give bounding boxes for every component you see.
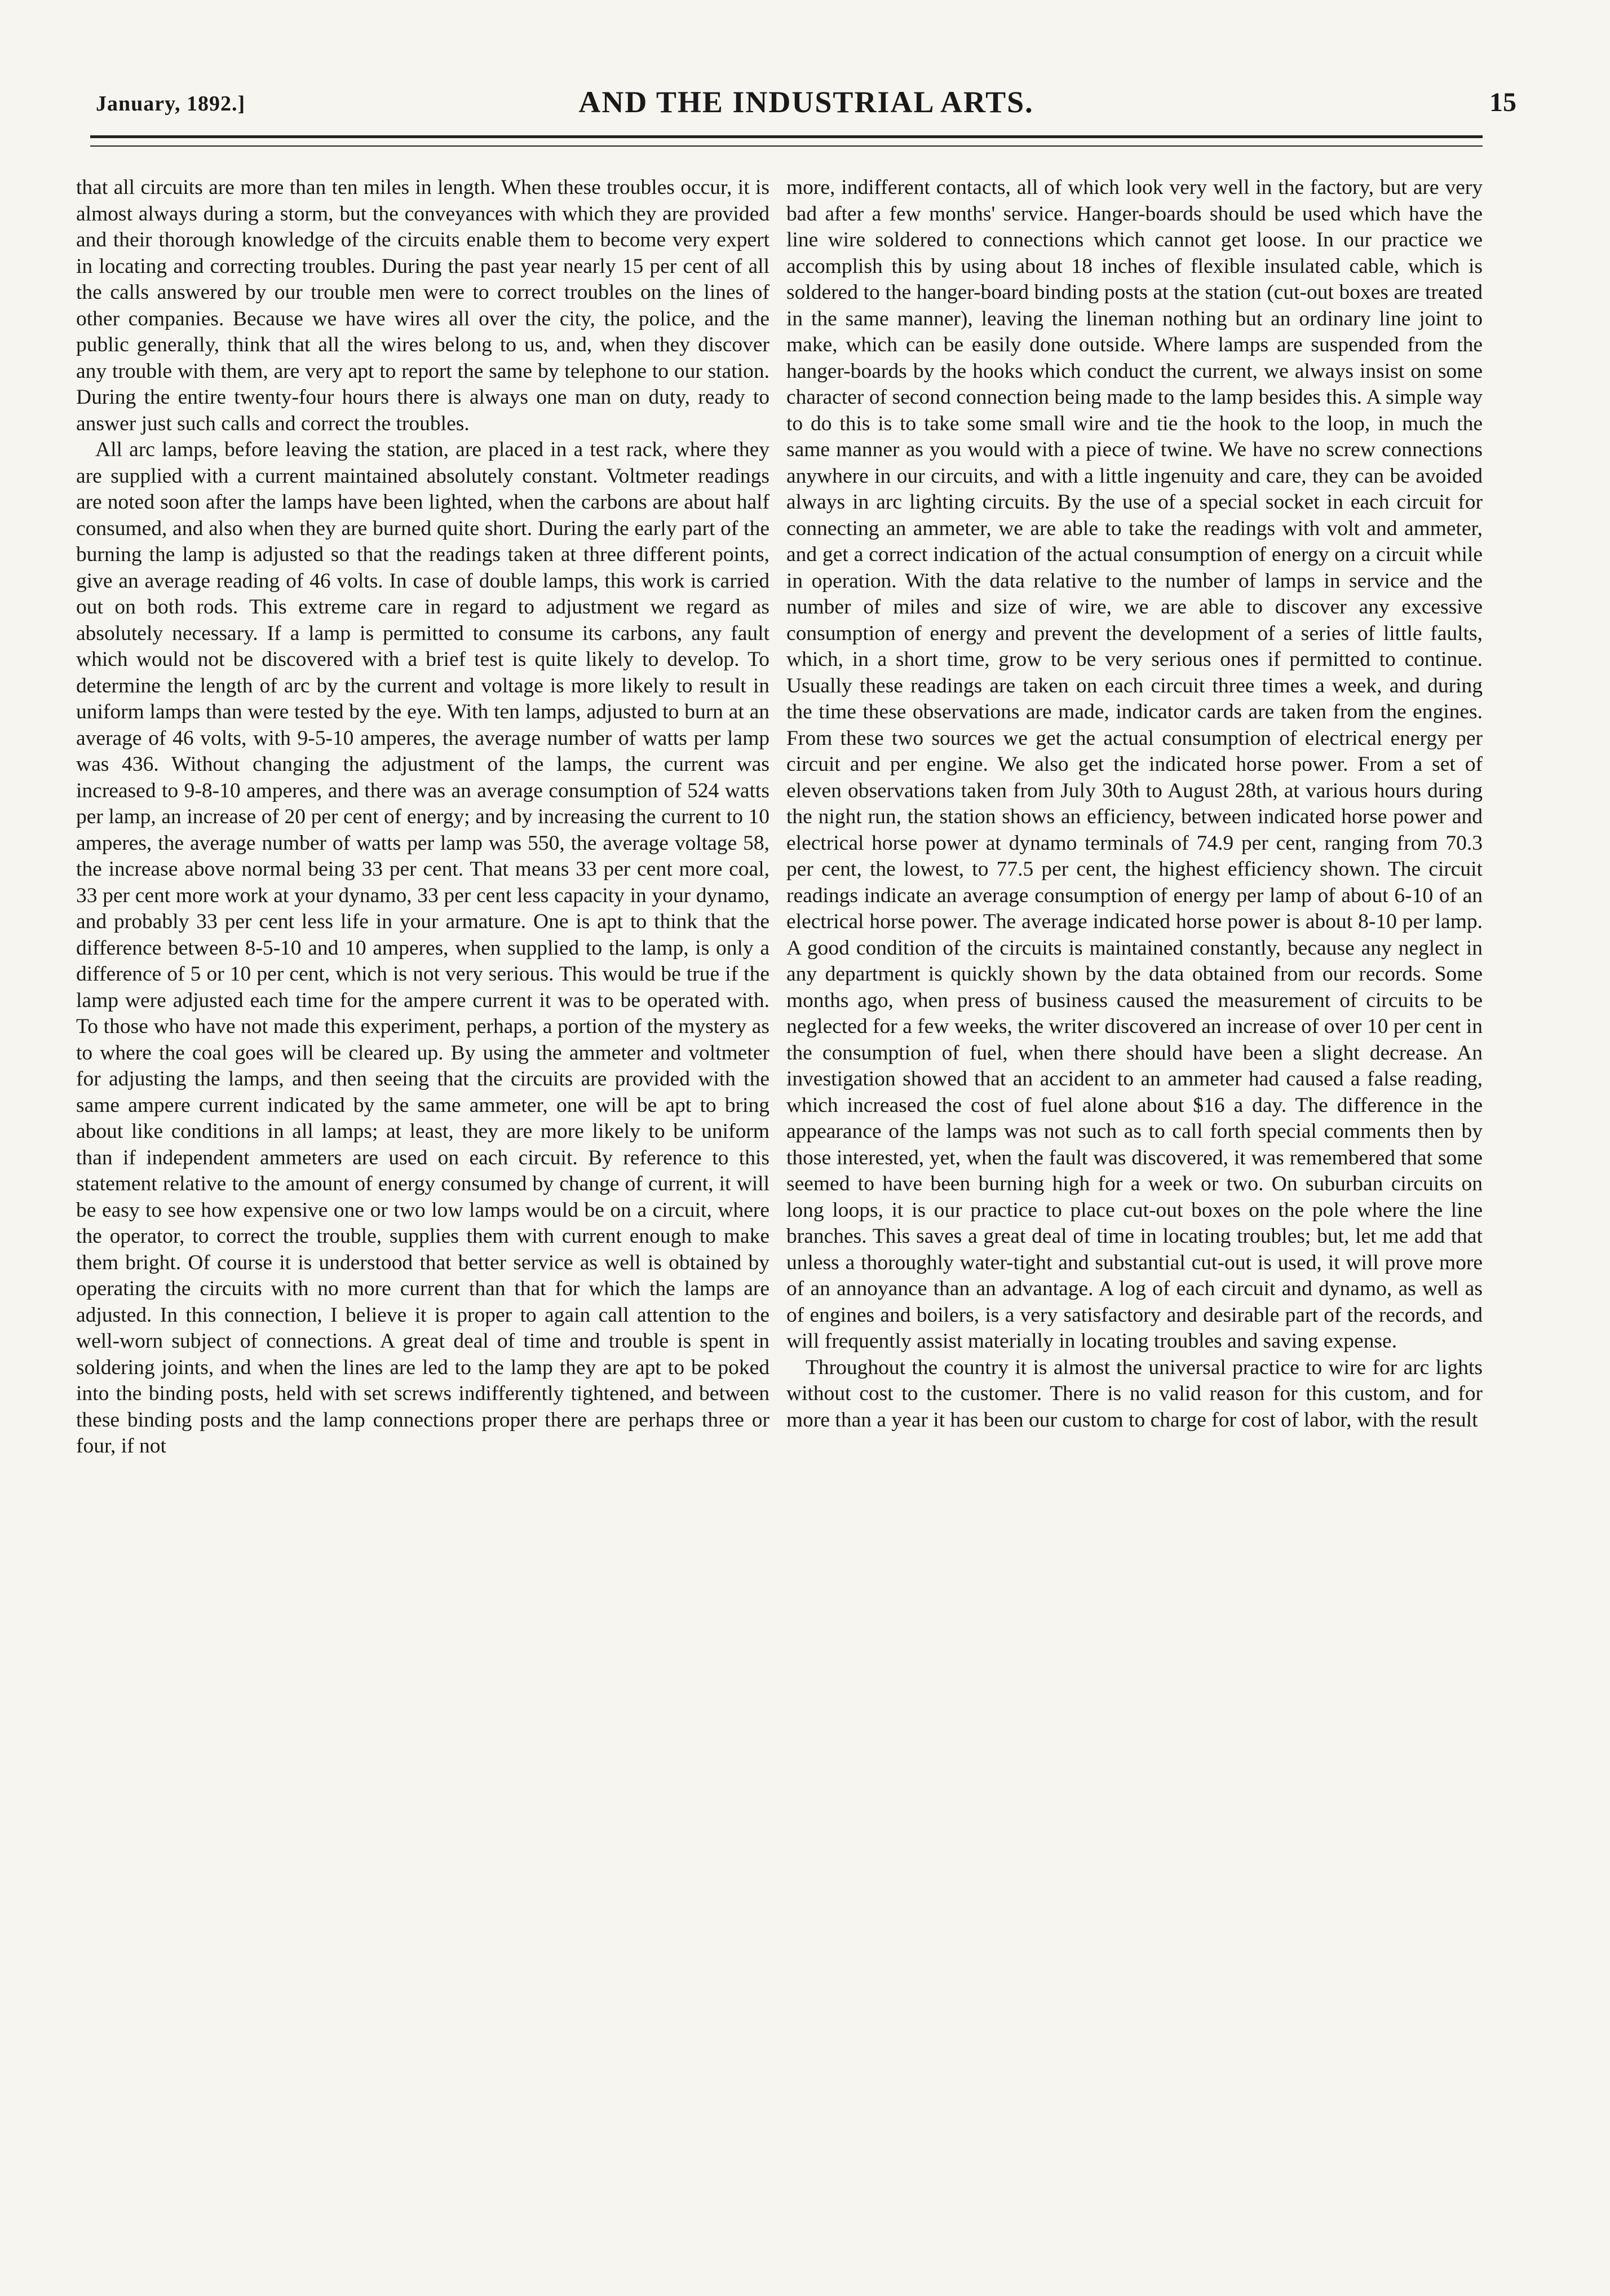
page-number: 15: [1489, 87, 1516, 117]
header-rule-thick: [90, 135, 1483, 138]
right-column: [786, 175, 1483, 2261]
paragraph: Throughout the country it is almost the universal practice to wire for arc lights without cost to the customer. There is no valid reason for this custom, and for more than a year it has been our custom to charge for cost of labor, with the result: [786, 1355, 1483, 1432]
paragraph: All arc lamps, before leaving the station, are placed in a test rack, where they are supplied with a current maintained absolutely constant. Voltmeter readings are noted soon after the lamps have been lighted, when the carbons are about half consumed, and also when they are burned quite short. During the early part of the burning the lamp is adjusted so that the readings taken at three different points, give an average reading of 46 volts. In case of double lamps, this work is carried out on both rods. This extreme care in regard to adjustment we regard as absolutely necessary. If a lamp is permitted to consume its carbons, any fault which would not be discovered with a brief test is quite likely to develop. To determine the length of arc by the current and voltage is more likely to result in uniform lamps than were tested by the eye. With ten lamps, adjusted to burn at an average of 46 volts, with 9-5-10 amperes, the average number of watts per lamp was 436. Without changing the adjustment of the lamps, the current was increased to 9-8-10 amperes, and there was an average consumption of 524 watts per lamp, an increase of 20 per cent of energy; and by increasing the current to 10 amperes, the average number of watts per lamp was 550, the average voltage 58, the increase above normal being 33 per cent. That means 33 per cent more coal, 33 per cent more work at your dynamo, 33 per cent less capacity in your dynamo, and probably 33 per cent less life in your armature. One is apt to think that the difference between 8-5-10 and 10 amperes, when supplied to the lamp, is only a difference of 5 or 10 per cent, which is not very serious. This would be true if the lamp were adjusted each time for the ampere current it was to be operated with. To those who have not made this experiment, perhaps, a portion of the mystery as to where the coal goes will be cleared up. By using the ammeter and voltmeter for adjusting the lamps, and then seeing that the circuits are provided with the same ampere current indicated by the same ammeter, one will be apt to bring about like conditions in all lamps; at least, they are more likely to be uniform than if independent ammeters are used on each circuit. By reference to this statement relative to the amount of energy consumed by change of current, it will be easy to see how expensive one or two low lamps would be on a circuit, where the operator, to correct the trouble, supplies them with current enough to make them bright. Of course it is understood that better service as well is obtained by operating the circuits with no more current than that for which the lamps are adjusted. In this connection, I believe it is proper to again call attention to the well-worn subject of connections. A great deal of time and trouble is spent in soldering joints, and when the lines are led to the lamp they are apt to be poked into the binding posts, held with set screws indifferently tightened, and between these binding posts and the lamp connections proper there are perhaps three or four, if not: [76, 438, 769, 1458]
header-rule-thin: [90, 145, 1483, 147]
issue-date: January, 1892.]: [96, 92, 246, 116]
left-column: [76, 175, 769, 2261]
running-title: AND THE INDUSTRIAL ARTS.: [578, 85, 1034, 119]
paragraph: more, indifferent contacts, all of which look very well in the factory, but are very bad after a few months' service. Hanger-boards should be used which have the line wire soldered to connections which cannot get loose. In our practice we accomplish this by using about 18 inches of flexible insulated cable, which is soldered to the hanger-board binding posts at the station (cut-out boxes are treated in the same manner), leaving the lineman nothing but an ordinary line joint to make, which can be easily done outside. Where lamps are suspended from the hanger-boards by the hooks which conduct the current, we always insist on some character of second connection being made to the lamp besides this. A simple way to do this is to take some small wire and tie the hook to the loop, in much the same manner as you would with a piece of twine. We have no screw connections anywhere in our circuits, and with a little ingenuity and care, they can be avoided always in arc lighting circuits. By the use of a special socket in each circuit for connecting an ammeter, we are able to take the readings with volt and ammeter, and get a correct indication of the actual consumption of energy on a circuit while in operation. With the data relative to the number of lamps in service and the number of miles and size of wire, we are able to discover any excessive consumption of energy and prevent the development of a series of little faults, which, in a short time, grow to be very serious ones if permitted to continue. Usually these readings are taken on each circuit three times a week, and during the time these observations are made, indicator cards are taken from the engines. From these two sources we get the actual consumption of electrical energy per circuit and per engine. We also get the indicated horse power. From a set of eleven observations taken from July 30th to August 28th, at various hours during the night run, the station shows an efficiency, between indicated horse power and electrical horse power at dynamo terminals of 74.9 per cent, ranging from 70.3 per cent, the lowest, to 77.5 per cent, the highest efficiency shown. The circuit readings indicate an average consumption of energy per lamp of about 6-10 of an electrical horse power. The average indicated horse power is about 8-10 per lamp. A good condition of the circuits is maintained constantly, because any neglect in any department is quickly shown by the data obtained from our records. Some months ago, when press of business caused the measurement of circuits to be neglected for a few weeks, the writer discovered an increase of over 10 per cent in the consumption of fuel, when there should have been a slight decrease. An investigation showed that an accident to an ammeter had caused a false reading, which increased the cost of fuel alone about $16 a day. The difference in the appearance of the lamps was not such as to call forth special comments then by those interested, yet, when the fault was discovered, it was remembered that some seemed to have been burning high for a week or two. On suburban circuits on long loops, it is our practice to place cut-out boxes on the pole where the line branches. This saves a great deal of time in locating troubles; but, let me add that unless a thoroughly water-tight and substantial cut-out is used, it will prove more of an annoyance than an advantage. A log of each circuit and dynamo, as well as of engines and boilers, is a very satisfactory and desirable part of the records, and will frequently assist materially in locating troubles and saving expense.: [786, 176, 1483, 1353]
paragraph: that all circuits are more than ten miles in length. When these troubles occur, it is almost always during a storm, but the conveyances with which they are provided and their thorough knowledge of the circuits enable them to become very expert in locating and correcting troubles. During the past year nearly 15 per cent of all the calls answered by our trouble men were to correct troubles on the lines of other companies. Because we have wires all over the city, the police, and the public generally, think that all the wires belong to us, and, when they discover any trouble with them, are very apt to report the same by telephone to our station. During the entire twenty-four hours there is always one man on duty, ready to answer just such calls and correct the troubles.: [76, 176, 769, 435]
page-header: [96, 85, 1516, 124]
